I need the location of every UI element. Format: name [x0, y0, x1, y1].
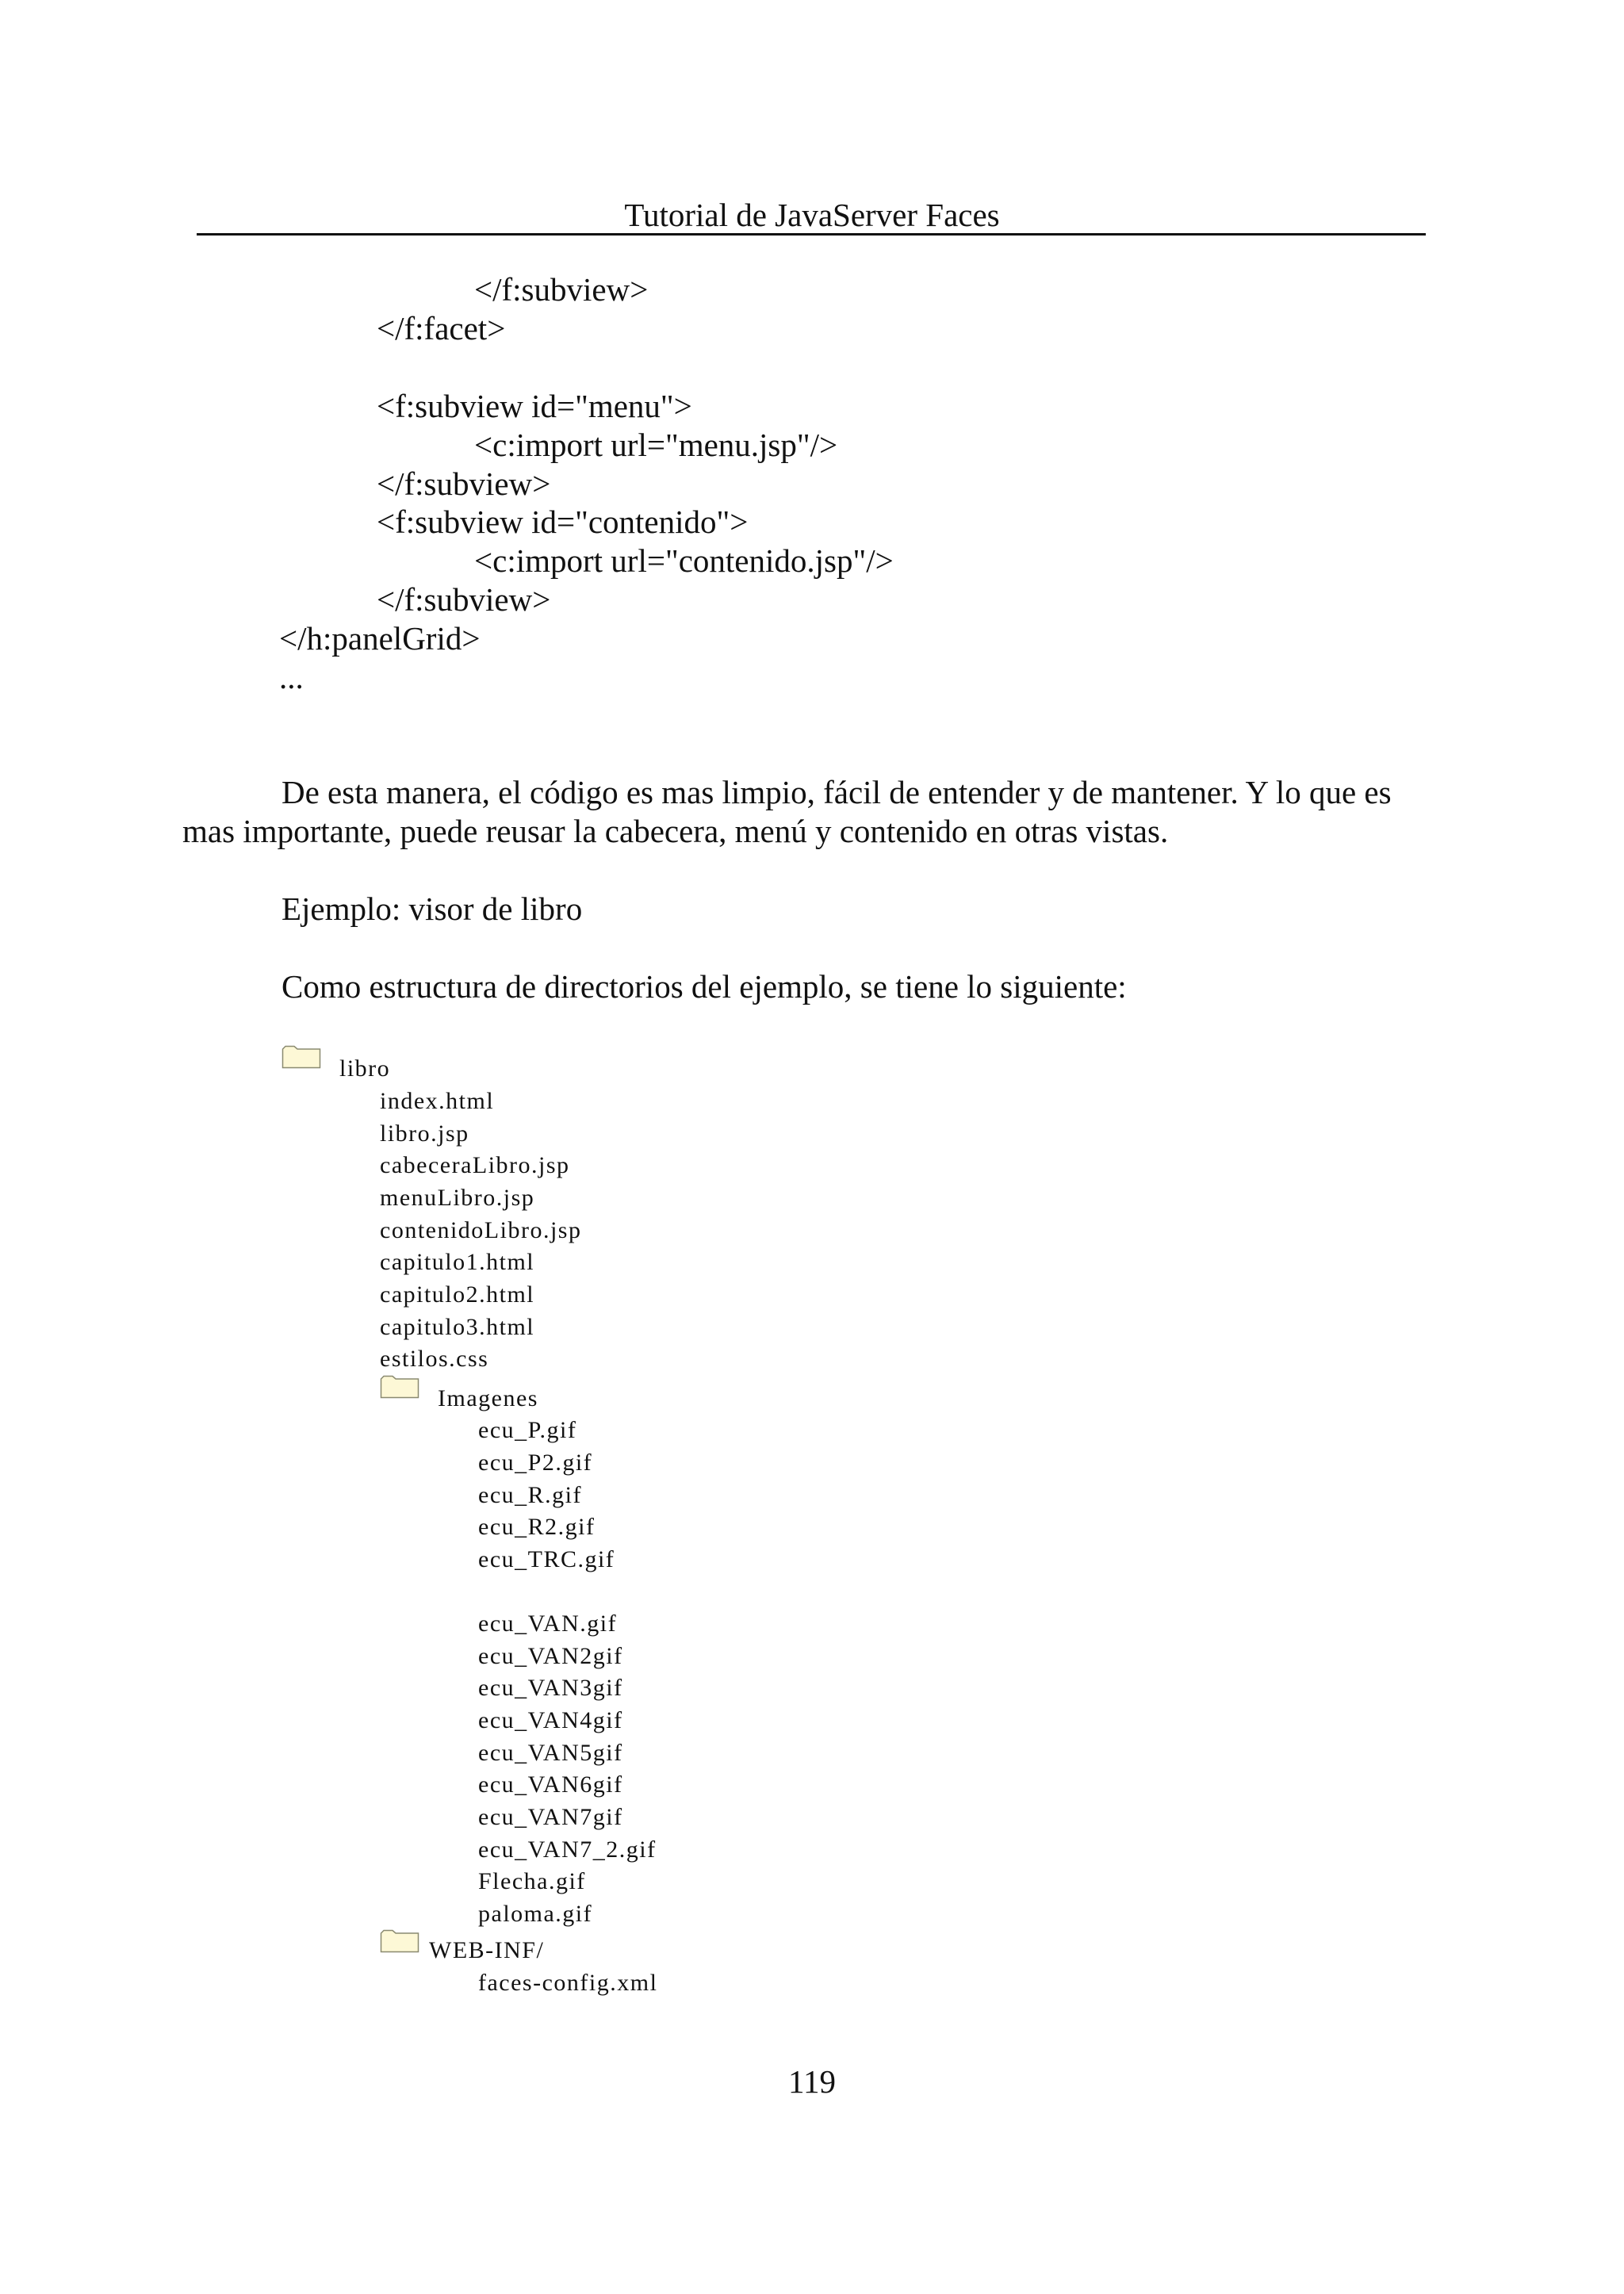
- tree-file: ecu_P.gif: [478, 1417, 577, 1443]
- tree-folder-root: libro: [339, 1055, 391, 1082]
- running-header: Tutorial de JavaServer Faces: [624, 197, 1000, 233]
- folder-icon: [380, 1929, 419, 1953]
- tree-file: ecu_TRC.gif: [478, 1546, 615, 1572]
- tree-file: ecu_VAN7gif: [478, 1804, 623, 1830]
- tree-file: ecu_VAN.gif: [478, 1610, 618, 1637]
- tree-file: menuLibro.jsp: [380, 1185, 535, 1211]
- page-number: 119: [788, 2063, 836, 2100]
- tree-file: cabeceraLibro.jsp: [380, 1152, 570, 1178]
- code-line: <c:import url="contenido.jsp"/>: [474, 542, 894, 579]
- tree-file: index.html: [380, 1088, 495, 1114]
- tree-file: faces-config.xml: [478, 1970, 658, 1996]
- body-paragraph: Como estructura de directorios del ejemplo, se tiene lo siguiente:: [282, 968, 1127, 1005]
- tree-folder-imagenes: Imagenes: [438, 1385, 538, 1411]
- tree-file: capitulo2.html: [380, 1281, 535, 1308]
- code-line: ...: [279, 659, 304, 695]
- code-line: </f:facet>: [377, 310, 506, 347]
- code-line: </h:panelGrid>: [279, 620, 481, 657]
- code-line: <c:import url="menu.jsp"/>: [474, 427, 838, 463]
- tree-file: ecu_VAN3gif: [478, 1675, 623, 1701]
- code-line: </f:subview>: [474, 271, 649, 308]
- tree-file: ecu_VAN4gif: [478, 1707, 623, 1733]
- tree-file: ecu_VAN5gif: [478, 1740, 623, 1766]
- code-line: <f:subview id="contenido">: [377, 504, 749, 540]
- tree-file: estilos.css: [380, 1346, 489, 1372]
- tree-file: paloma.gif: [478, 1901, 593, 1927]
- tree-file: Flecha.gif: [478, 1868, 586, 1894]
- folder-icon: [380, 1375, 419, 1399]
- tree-file: ecu_R.gif: [478, 1482, 582, 1508]
- tree-file: ecu_P2.gif: [478, 1450, 593, 1476]
- tree-file: capitulo1.html: [380, 1249, 535, 1275]
- tree-file: ecu_VAN6gif: [478, 1771, 623, 1798]
- header-divider: [197, 233, 1426, 236]
- tree-file: ecu_VAN7_2.gif: [478, 1836, 657, 1863]
- tree-file: contenidoLibro.jsp: [380, 1217, 582, 1243]
- code-line: <f:subview id="menu">: [377, 388, 692, 424]
- tree-file: ecu_R2.gif: [478, 1514, 596, 1540]
- tree-file: ecu_VAN2gif: [478, 1643, 623, 1669]
- tree-file: capitulo3.html: [380, 1314, 535, 1340]
- body-paragraph: De esta manera, el código es mas limpio, fácil de entender y de mantener. Y lo que es mas importante, puede reusar la cabecera, menú y contenido en otras vistas.: [182, 774, 1392, 849]
- example-heading: Ejemplo: visor de libro: [282, 890, 583, 927]
- code-line: </f:subview>: [377, 465, 551, 502]
- tree-file: libro.jsp: [380, 1120, 469, 1147]
- folder-icon: [282, 1045, 321, 1069]
- code-line: </f:subview>: [377, 581, 551, 618]
- tree-folder-webinf: WEB-INF/: [429, 1937, 545, 1963]
